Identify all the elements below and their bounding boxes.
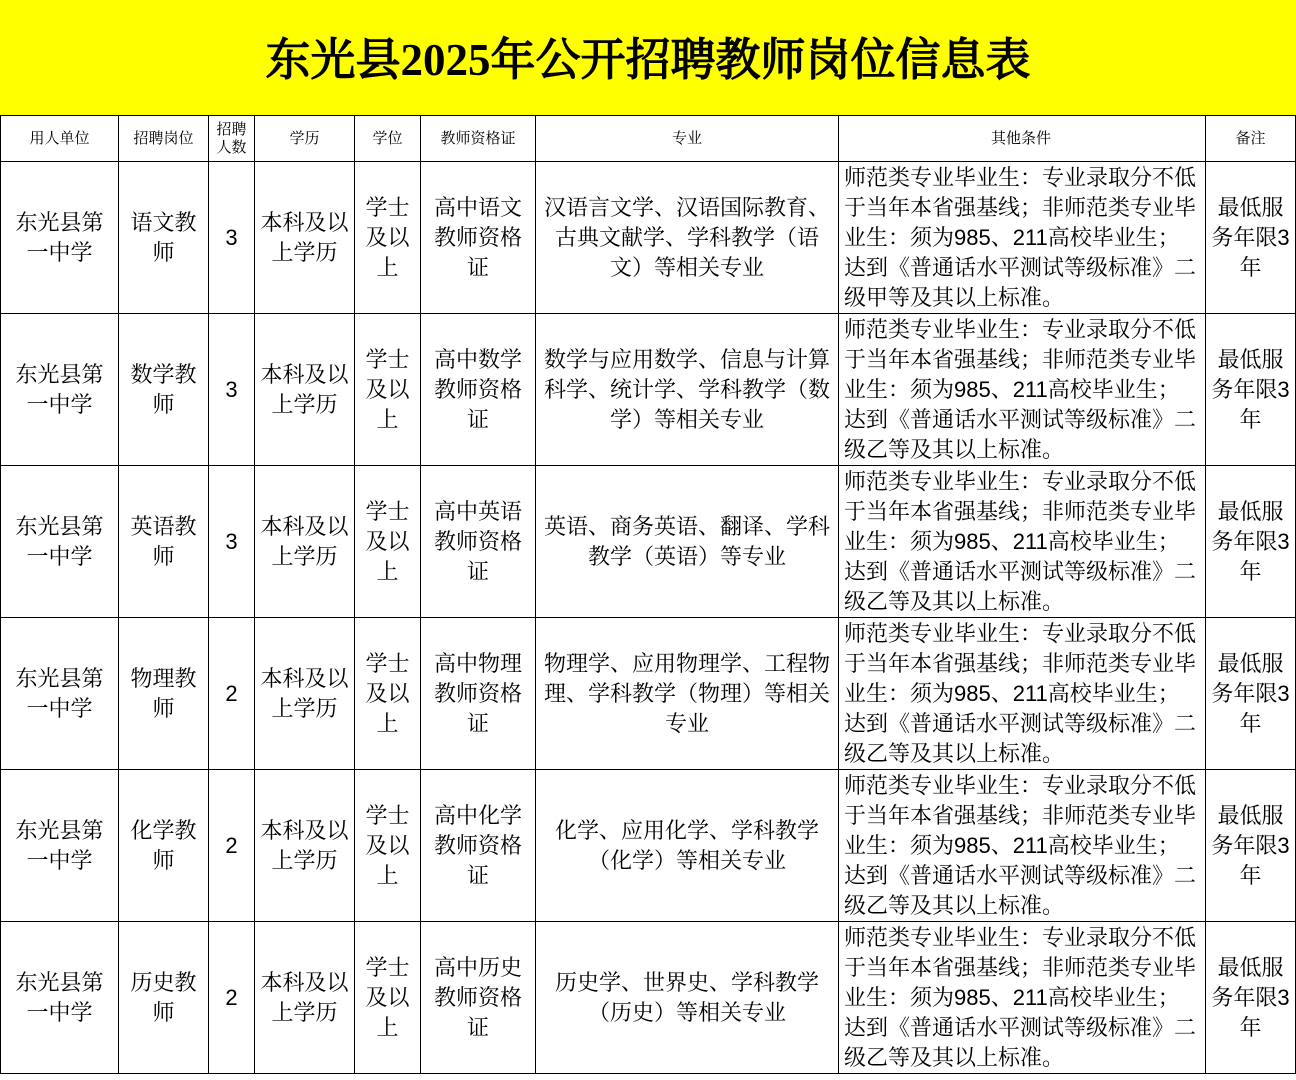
table-row xyxy=(1,314,1296,466)
table-row xyxy=(1,922,1296,1074)
cell-major: 数学与应用数学、信息与计算科学、统计学、学科教学（数学）等相关专业 xyxy=(536,314,839,466)
header-degree: 学位 xyxy=(355,116,421,162)
cell-major: 汉语言文学、汉语国际教育、古典文献学、学科教学（语文）等相关专业 xyxy=(536,162,839,314)
cell-degree: 学士及以上 xyxy=(355,466,421,618)
cell-position: 化学教师 xyxy=(119,770,209,922)
cell-conditions: 师范类专业毕业生：专业录取分不低于当年本省强基线；非师范类专业毕业生：须为985、211高校毕业生；达到《普通话水平测试等级标准》二级甲等及其以上标准。 xyxy=(839,162,1206,314)
cell-remark: 最低服务年限3年 xyxy=(1206,618,1296,770)
header-remark: 备注 xyxy=(1206,116,1296,162)
header-count: 招聘人数 xyxy=(209,116,255,162)
cell-education: 本科及以上学历 xyxy=(255,466,355,618)
cell-employer: 东光县第一中学 xyxy=(1,770,119,922)
cell-count: 3 xyxy=(209,466,255,618)
cell-major: 英语、商务英语、翻译、学科教学（英语）等专业 xyxy=(536,466,839,618)
cell-position: 数学教师 xyxy=(119,314,209,466)
cell-remark: 最低服务年限3年 xyxy=(1206,770,1296,922)
cell-position: 历史教师 xyxy=(119,922,209,1074)
cell-certificate: 高中语文教师资格证 xyxy=(421,162,536,314)
cell-certificate: 高中数学教师资格证 xyxy=(421,314,536,466)
cell-degree: 学士及以上 xyxy=(355,618,421,770)
cell-remark: 最低服务年限3年 xyxy=(1206,922,1296,1074)
cell-degree: 学士及以上 xyxy=(355,314,421,466)
cell-position: 物理教师 xyxy=(119,618,209,770)
cell-remark: 最低服务年限3年 xyxy=(1206,162,1296,314)
cell-count: 3 xyxy=(209,314,255,466)
cell-certificate: 高中英语教师资格证 xyxy=(421,466,536,618)
cell-count: 2 xyxy=(209,922,255,1074)
positions-table xyxy=(0,115,1296,1074)
cell-education: 本科及以上学历 xyxy=(255,770,355,922)
cell-employer: 东光县第一中学 xyxy=(1,162,119,314)
cell-certificate: 高中历史教师资格证 xyxy=(421,922,536,1074)
cell-count: 3 xyxy=(209,162,255,314)
cell-position: 语文教师 xyxy=(119,162,209,314)
cell-education: 本科及以上学历 xyxy=(255,922,355,1074)
cell-remark: 最低服务年限3年 xyxy=(1206,314,1296,466)
cell-employer: 东光县第一中学 xyxy=(1,466,119,618)
table-row xyxy=(1,770,1296,922)
header-education: 学历 xyxy=(255,116,355,162)
cell-certificate: 高中化学教师资格证 xyxy=(421,770,536,922)
cell-certificate: 高中物理教师资格证 xyxy=(421,618,536,770)
cell-education: 本科及以上学历 xyxy=(255,162,355,314)
cell-degree: 学士及以上 xyxy=(355,162,421,314)
header-employer: 用人单位 xyxy=(1,116,119,162)
cell-position: 英语教师 xyxy=(119,466,209,618)
cell-education: 本科及以上学历 xyxy=(255,618,355,770)
table-row xyxy=(1,618,1296,770)
cell-conditions: 师范类专业毕业生：专业录取分不低于当年本省强基线；非师范类专业毕业生：须为985、211高校毕业生；达到《普通话水平测试等级标准》二级乙等及其以上标准。 xyxy=(839,618,1206,770)
cell-degree: 学士及以上 xyxy=(355,770,421,922)
cell-major: 历史学、世界史、学科教学（历史）等相关专业 xyxy=(536,922,839,1074)
header-certificate: 教师资格证 xyxy=(421,116,536,162)
page-title: 东光县2025年公开招聘教师岗位信息表 xyxy=(265,35,1031,85)
cell-conditions: 师范类专业毕业生：专业录取分不低于当年本省强基线；非师范类专业毕业生：须为985、211高校毕业生；达到《普通话水平测试等级标准》二级乙等及其以上标准。 xyxy=(839,770,1206,922)
header-conditions: 其他条件 xyxy=(839,116,1206,162)
cell-count: 2 xyxy=(209,618,255,770)
cell-employer: 东光县第一中学 xyxy=(1,922,119,1074)
header-row xyxy=(1,116,1296,162)
cell-conditions: 师范类专业毕业生：专业录取分不低于当年本省强基线；非师范类专业毕业生：须为985、211高校毕业生；达到《普通话水平测试等级标准》二级乙等及其以上标准。 xyxy=(839,466,1206,618)
cell-count: 2 xyxy=(209,770,255,922)
cell-employer: 东光县第一中学 xyxy=(1,314,119,466)
cell-conditions: 师范类专业毕业生：专业录取分不低于当年本省强基线；非师范类专业毕业生：须为985、211高校毕业生；达到《普通话水平测试等级标准》二级乙等及其以上标准。 xyxy=(839,922,1206,1074)
table-row xyxy=(1,162,1296,314)
cell-major: 物理学、应用物理学、工程物理、学科教学（物理）等相关专业 xyxy=(536,618,839,770)
cell-remark: 最低服务年限3年 xyxy=(1206,466,1296,618)
cell-employer: 东光县第一中学 xyxy=(1,618,119,770)
header-position: 招聘岗位 xyxy=(119,116,209,162)
table-row xyxy=(1,466,1296,618)
cell-degree: 学士及以上 xyxy=(355,922,421,1074)
cell-major: 化学、应用化学、学科教学（化学）等相关专业 xyxy=(536,770,839,922)
header-major: 专业 xyxy=(536,116,839,162)
cell-conditions: 师范类专业毕业生：专业录取分不低于当年本省强基线；非师范类专业毕业生：须为985、211高校毕业生；达到《普通话水平测试等级标准》二级乙等及其以上标准。 xyxy=(839,314,1206,466)
title-bar xyxy=(0,0,1296,115)
cell-education: 本科及以上学历 xyxy=(255,314,355,466)
